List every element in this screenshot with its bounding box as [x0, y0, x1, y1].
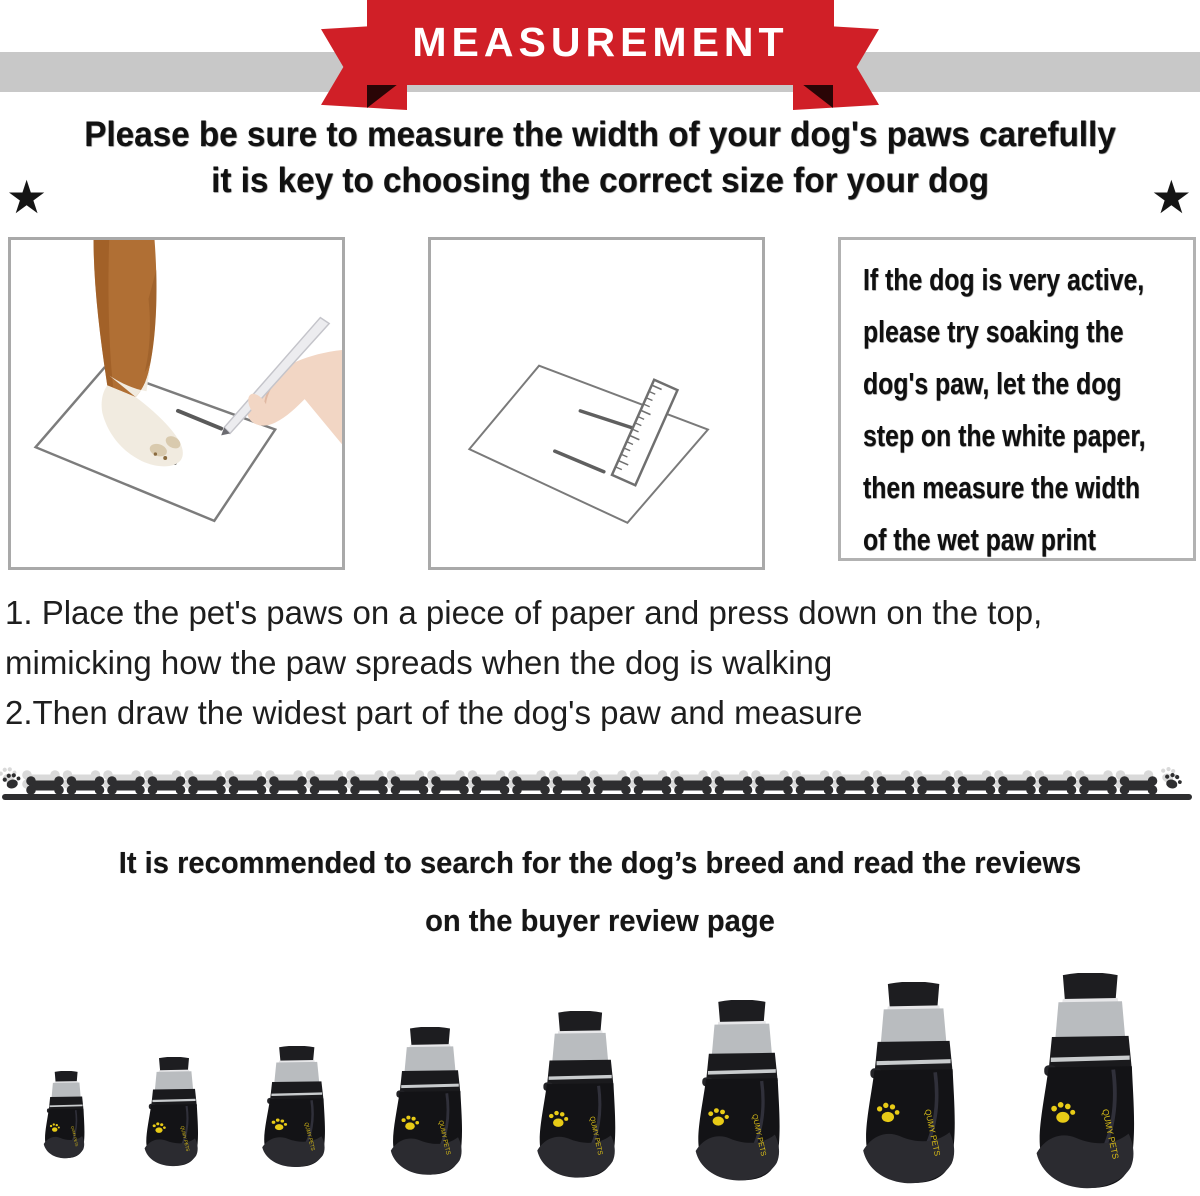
- recommendation: [0, 834, 1200, 950]
- headline: [0, 112, 1200, 223]
- headline-line1: Please be sure to measure the width of your dog's paws carefully: [84, 115, 1116, 154]
- bones-divider: [0, 756, 1200, 804]
- tip-box: [838, 237, 1196, 561]
- dog-boot-icon: [141, 1057, 204, 1167]
- headline-line2: it is key to choosing the correct size for your dog: [211, 161, 989, 200]
- paper-ruler-illustration: [431, 240, 762, 567]
- step-line: 1. Place the pet's paws on a piece of paper and press down on the top,: [5, 594, 1043, 631]
- banner-title: MEASUREMENT: [367, 0, 834, 85]
- dog-boot-icon: [386, 1027, 470, 1176]
- tip-line: step on the white paper,: [863, 418, 1146, 453]
- tip-line: If the dog is very active,: [863, 262, 1145, 297]
- star-icon-left: ★: [6, 171, 48, 223]
- boots-size-row: [0, 950, 1200, 1196]
- dog-boot-icon: [1030, 973, 1145, 1190]
- dog-boot-icon: [690, 1000, 789, 1182]
- tip-line: then measure the width: [863, 470, 1140, 505]
- step-line: 2.Then draw the widest part of the dog's paw and measure: [5, 694, 863, 731]
- dog-boot-icon: [41, 1071, 89, 1159]
- star-icon-right: ★: [1150, 171, 1192, 223]
- step-line: mimicking how the paw spreads when the dog is walking: [5, 644, 833, 681]
- dog-boot-icon: [532, 1011, 624, 1179]
- tip-line: please try soaking the: [863, 314, 1124, 349]
- figure-paw-tracing: [8, 237, 345, 570]
- recommendation-line2: on the buyer review page: [425, 903, 775, 938]
- dog-boot-icon: [857, 982, 965, 1185]
- tip-line: of the wet paw print: [863, 522, 1096, 557]
- tip-line: dog's paw, let the dog: [863, 366, 1122, 401]
- measuring-steps: [5, 588, 1200, 738]
- figure-paper-ruler: [428, 237, 765, 570]
- paw-tracing-illustration: [11, 240, 342, 567]
- paw-print-icon: [2, 771, 23, 790]
- dog-boot-icon: [258, 1046, 332, 1168]
- recommendation-line1: It is recommended to search for the dog’s breed and read the reviews: [118, 845, 1082, 880]
